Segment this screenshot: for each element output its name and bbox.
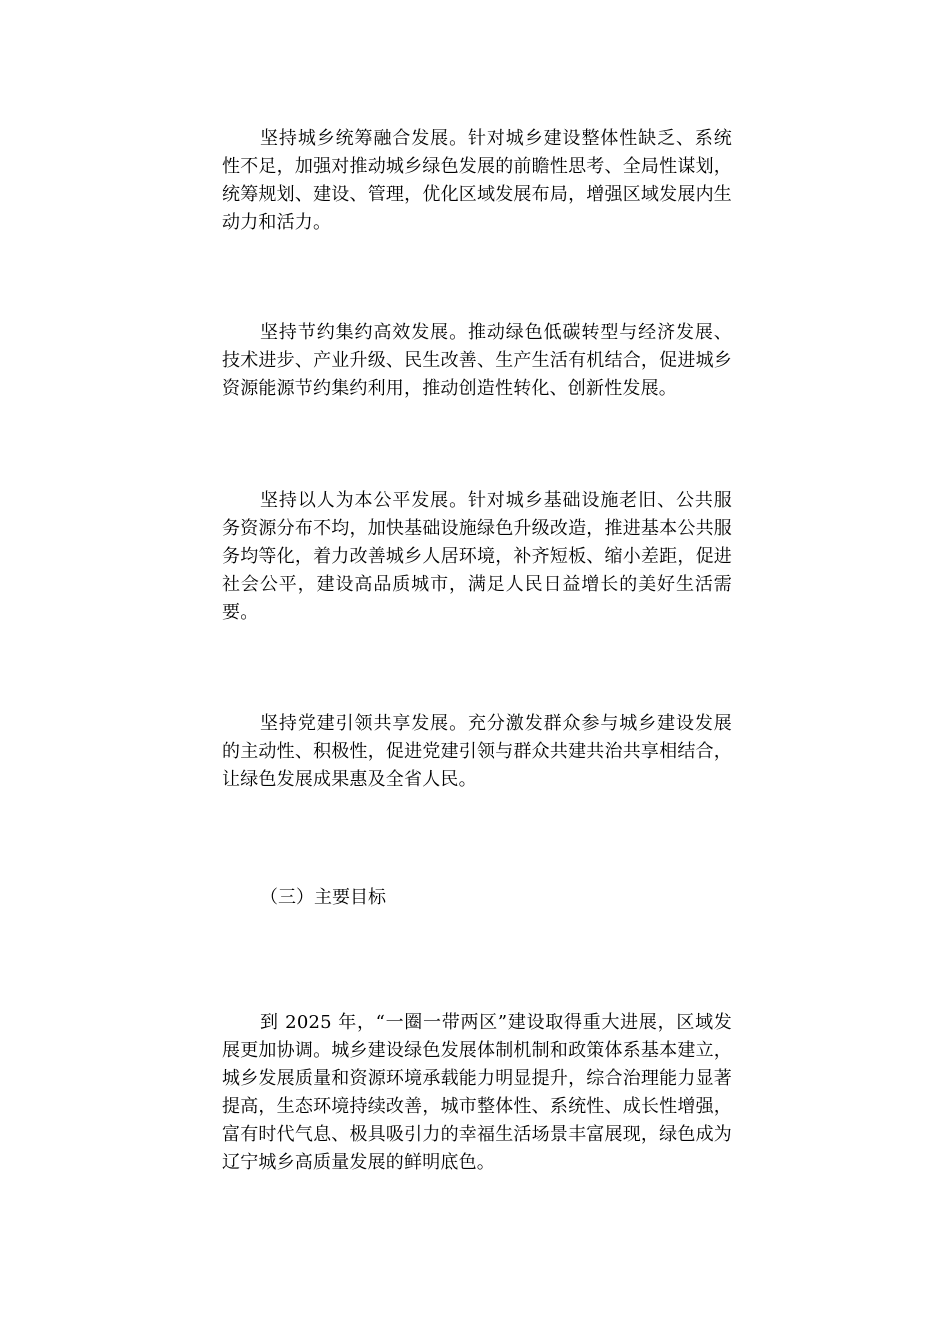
paragraph-party-led-sharing: 坚持党建引领共享发展。充分激发群众参与城乡建设发展的主动性、积极性，促进党建引领与群众共建共治共享相结合，让绿色发展成果惠及全省人民。 [222, 713, 732, 790]
paragraph-2025-goals: 到 2025 年，“一圈一带两区”建设取得重大进展，区域发展更加协调。城乡建设绿色发展体制机制和政策体系基本建立，城乡发展质量和资源环境承载能力明显提升，综合治理能力显著提高，生态环境持续改善，城市整体性、系统性、成长性增强，富有时代气息、极具吸引力的幸福生活场景丰富展现，绿色成为辽宁城乡高质量发展的鲜明底色。 [222, 1012, 732, 1173]
paragraph-urban-rural-integration: 坚持城乡统筹融合发展。针对城乡建设整体性缺乏、系统性不足，加强对推动城乡绿色发展的前瞻性思考、全局性谋划，统筹规划、建设、管理，优化区域发展布局，增强区域发展内生动力和活力。 [222, 128, 732, 233]
paragraph-people-centered-fairness: 坚持以人为本公平发展。针对城乡基础设施老旧、公共服务资源分布不均，加快基础设施绿色升级改造，推进基本公共服务均等化，着力改善城乡人居环境，补齐短板、缩小差距，促进社会公平，建设高品质城市，满足人民日益增长的美好生活需要。 [222, 490, 732, 623]
paragraph-resource-efficiency: 坚持节约集约高效发展。推动绿色低碳转型与经济发展、技术进步、产业升级、民生改善、生产生活有机结合，促进城乡资源能源节约集约利用，推动创造性转化、创新性发展。 [222, 322, 732, 399]
section-heading-main-goals: （三）主要目标 [260, 887, 386, 908]
